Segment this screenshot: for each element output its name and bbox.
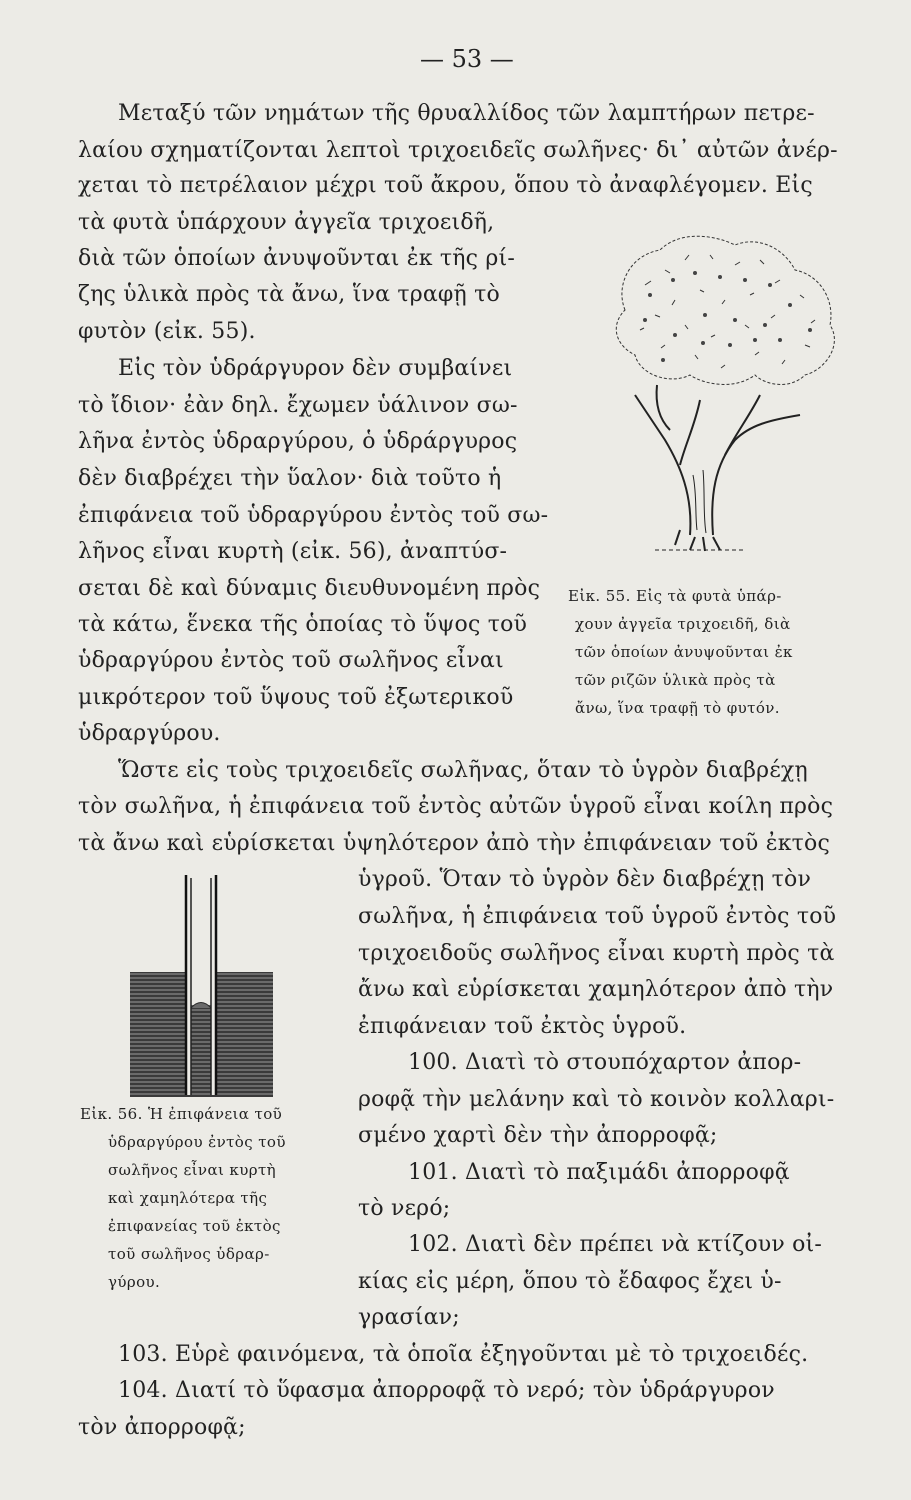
- figure-56-caption: τοῦ σωλῆνος ὑδραρ-: [108, 1245, 270, 1263]
- text-line: λαίου σχηματίζονται λεπτοὶ τριχοειδεῖς σωλῆνες· δι᾽ αὐτῶν ἀνέρ-: [78, 138, 838, 163]
- figure-55-caption: τῶν ὁποίων ἀνυψοῦνται ἐκ: [575, 643, 793, 661]
- figure-56-caption: ὑδραργύρου ἐντὸς τοῦ: [108, 1133, 286, 1151]
- figure-55-caption: χουν ἀγγεῖα τριχοειδῆ, διὰ: [575, 615, 791, 633]
- text-line: χεται τὸ πετρέλαιον μέχρι τοῦ ἄκρου, ὅπου τὸ ἀναφλέγομεν. Εἰς: [78, 173, 813, 198]
- figure-55-caption: Εἰκ. 55. Εἰς τὰ φυτὰ ὑπάρ-: [568, 587, 782, 605]
- text-line: γρασίαν;: [358, 1305, 460, 1330]
- text-line: σωλῆνα, ἡ ἐπιφάνεια τοῦ ὑγροῦ ἐντὸς τοῦ: [358, 904, 837, 929]
- text-line: διὰ τῶν ὁποίων ἀνυψοῦνται ἐκ τῆς ρί-: [78, 246, 515, 271]
- figure-56-caption: γύρου.: [108, 1273, 161, 1291]
- figure-56-caption: καὶ χαμηλότερα τῆς: [108, 1189, 268, 1207]
- text-line: τὸ ἴδιον· ἐὰν δηλ. ἔχωμεν ὑάλινον σω-: [78, 393, 518, 418]
- text-line: τὰ κάτω, ἕνεκα τῆς ὁποίας τὸ ὕψος τοῦ: [78, 612, 528, 637]
- figure-56-caption: ἐπιφανείας τοῦ ἐκτὸς: [108, 1217, 281, 1235]
- tube-in-mercury-diagram: [130, 875, 275, 1100]
- text-line: ροφᾷ τὴν μελάνην καὶ τὸ κοινὸν κολλαρι-: [358, 1087, 835, 1112]
- text-line: ὑγροῦ. Ὅταν τὸ ὑγρὸν δὲν διαβρέχῃ τὸν: [358, 867, 812, 892]
- text-line: τριχοειδοῦς σωλῆνος εἶναι κυρτὴ πρὸς τὰ: [358, 941, 835, 966]
- text-line: δὲν διαβρέχει τὴν ὕαλον· διὰ τοῦτο ἡ: [78, 466, 502, 491]
- text-line: σεται δὲ καὶ δύναμις διευθυνομένη πρὸς: [78, 576, 541, 601]
- text-line: ὑδραργύρου.: [78, 721, 221, 746]
- text-line: τὸν σωλῆνα, ἡ ἐπιφάνεια τοῦ ἐντὸς αὐτῶν ὑγροῦ εἶναι κοίλη πρὸς: [78, 794, 834, 819]
- figure-56-caption: Εἰκ. 56. Ἡ ἐπιφάνεια τοῦ: [80, 1105, 283, 1123]
- text-line: ἄνω καὶ εὑρίσκεται χαμηλότερον ἀπὸ τὴν: [358, 977, 834, 1002]
- text-line: λῆνα ἐντὸς ὑδραργύρου, ὁ ὑδράργυρος: [78, 429, 518, 454]
- text-line: λῆνος εἶναι κυρτὴ (εἰκ. 56), ἀναπτύσ-: [78, 539, 508, 564]
- tree-illustration: [585, 225, 860, 570]
- text-line: 104. Διατί τὸ ὕφασμα ἀπορροφᾷ τὸ νερό; τὸν ὑδράργυρον: [118, 1378, 775, 1403]
- figure-55-caption: τῶν ριζῶν ὑλικὰ πρὸς τὰ: [575, 671, 776, 689]
- text-line: 101. Διατὶ τὸ παξιμάδι ἀπορροφᾷ: [408, 1160, 790, 1185]
- text-line: Εἰς τὸν ὑδράργυρον δὲν συμβαίνει: [118, 356, 513, 381]
- text-line: 100. Διατὶ τὸ στουπόχαρτον ἀπορ-: [408, 1050, 802, 1075]
- text-line: ἐπιφάνεια τοῦ ὑδραργύρου ἐντὸς τοῦ σω-: [78, 503, 549, 528]
- text-line: 102. Διατὶ δὲν πρέπει νὰ κτίζουν οἰ-: [408, 1232, 823, 1257]
- text-line: ἐπιφάνειαν τοῦ ἐκτὸς ὑγροῦ.: [358, 1014, 687, 1039]
- text-line: 103. Εὑρὲ φαινόμενα, τὰ ὁποῖα ἐξηγοῦνται μὲ τὸ τριχοειδές.: [118, 1342, 809, 1367]
- text-line: σμένο χαρτὶ δὲν τὴν ἀπορροφᾷ;: [358, 1123, 718, 1148]
- text-line: μικρότερον τοῦ ὕψους τοῦ ἐξωτερικοῦ: [78, 685, 514, 710]
- figure-55-caption: ἄνω, ἵνα τραφῇ τὸ φυτόν.: [575, 699, 780, 717]
- text-line: τὰ ἄνω καὶ εὑρίσκεται ὑψηλότερον ἀπὸ τὴν ἐπιφάνειαν τοῦ ἐκτὸς: [78, 831, 830, 856]
- text-line: τὸν ἀπορροφᾷ;: [78, 1415, 246, 1440]
- page-number: — 53 —: [420, 45, 514, 73]
- text-line: ζης ὑλικὰ πρὸς τὰ ἄνω, ἵνα τραφῇ τὸ: [78, 282, 500, 307]
- text-line: τὸ νερό;: [358, 1196, 451, 1221]
- text-line: Ὥστε εἰς τοὺς τριχοειδεῖς σωλῆνας, ὅταν τὸ ὑγρὸν διαβρέχῃ: [118, 758, 808, 783]
- figure-56-caption: σωλῆνος εἶναι κυρτὴ: [108, 1161, 277, 1179]
- text-line: Μεταξύ τῶν νημάτων τῆς θρυαλλίδος τῶν λαμπτήρων πετρε-: [118, 101, 815, 126]
- text-line: ὑδραργύρου ἐντὸς τοῦ σωλῆνος εἶναι: [78, 648, 504, 673]
- text-line: κίας εἰς μέρη, ὅπου τὸ ἔδαφος ἔχει ὑ-: [358, 1269, 782, 1294]
- text-line: τὰ φυτὰ ὑπάρχουν ἀγγεῖα τριχοειδῆ,: [78, 210, 495, 235]
- text-line: φυτὸν (εἰκ. 55).: [78, 319, 256, 344]
